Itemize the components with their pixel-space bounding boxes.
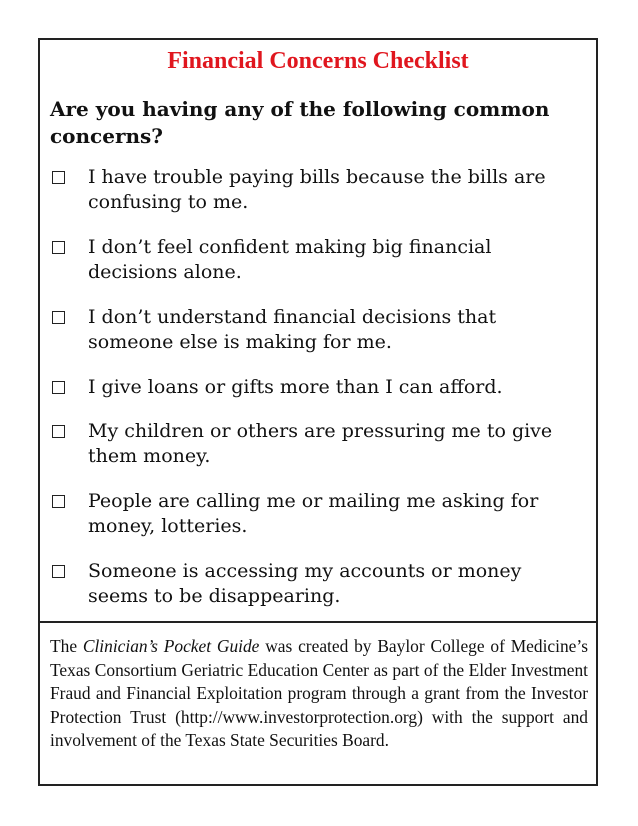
checklist-item-text: I give loans or gifts more than I can afford. [88,376,503,398]
checklist-items [50,165,585,609]
checklist-item-text: People are calling me or mailing me asking for money, lotteries. [88,490,539,537]
checklist-item-text: Someone is accessing my accounts or money seems to be disappearing. [88,560,522,607]
checkbox-empty-icon[interactable] [52,425,65,438]
checklist-question: Are you having any of the following common concerns? [50,97,550,148]
attribution-body: was created by Baylor College of Medicine’s Texas Consortium Geriatric Education Center as part of the Elder Investment Fraud and Financial Exploitation program through a grant from the Investor Protection Trust (http://www.investorprotection.org) with the support and involvement of the Texas State Securities Board. [50,636,588,751]
checkbox-empty-icon[interactable] [52,381,65,394]
checkbox-empty-icon[interactable] [52,495,65,508]
checkbox-empty-icon[interactable] [52,171,65,184]
checkbox-empty-icon[interactable] [52,565,65,578]
checklist-item[interactable] [50,305,585,375]
guide-title: Clinician’s Pocket Guide [82,636,260,656]
checklist-item[interactable] [50,165,585,235]
checklist-item-text: I don’t understand financial decisions that someone else is making for me. [88,306,497,353]
checklist-item[interactable] [50,375,585,419]
attribution-prefix: The [50,636,83,656]
attribution-note [50,635,588,753]
checklist-item[interactable] [50,235,585,305]
checkbox-empty-icon[interactable] [52,241,65,254]
checklist-section [40,40,596,623]
checklist-item[interactable] [50,419,585,489]
checklist-item-text: My children or others are pressuring me to give them money. [88,420,553,467]
checklist-card [38,38,598,786]
checklist-item[interactable] [50,489,585,559]
checklist-item-text: I have trouble paying bills because the bills are confusing to me. [88,166,546,213]
checklist-item[interactable] [50,559,585,609]
page-title: Financial Concerns Checklist [167,48,469,74]
checkbox-empty-icon[interactable] [52,311,65,324]
checklist-item-text: I don’t feel confident making big financial decisions alone. [88,236,492,283]
